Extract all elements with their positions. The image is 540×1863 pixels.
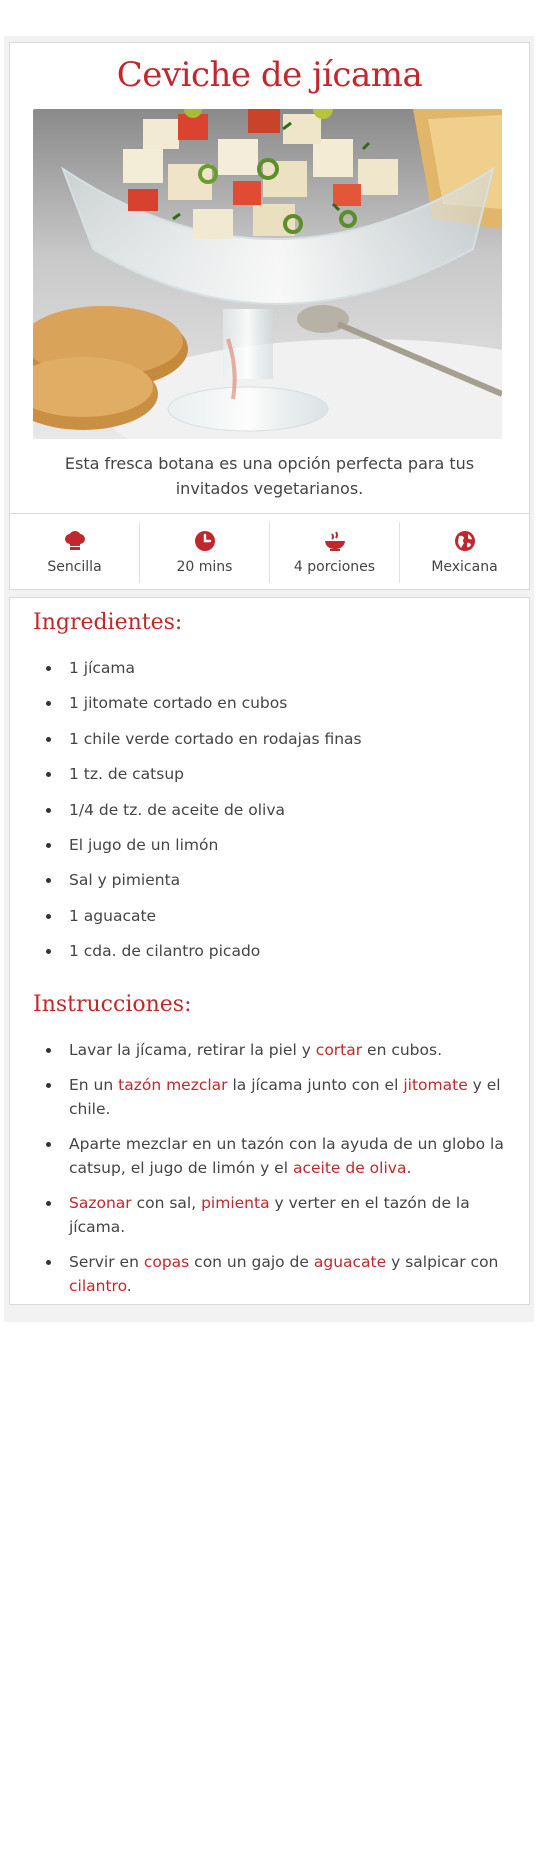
meta-difficulty-label: Sencilla — [47, 558, 102, 575]
recipe-header-card — [9, 42, 530, 590]
ingredient-item: 1/4 de tz. de aceite de oliva — [33, 798, 511, 833]
recipe-link[interactable]: Sazonar — [69, 1194, 132, 1212]
globe-icon — [455, 531, 475, 551]
recipe-link[interactable]: cortar — [315, 1041, 363, 1059]
recipe-photo — [33, 109, 502, 439]
recipe-link[interactable]: jitomate — [403, 1076, 468, 1094]
ingredient-item: 1 jícama — [33, 656, 511, 691]
instructions-list — [33, 1038, 511, 1309]
recipe-link[interactable]: aceite de oliva — [292, 1159, 407, 1177]
ingredient-item: 1 cda. de cilantro picado — [33, 939, 511, 974]
recipe-link[interactable]: cilantro — [69, 1277, 127, 1295]
meta-difficulty — [10, 514, 139, 591]
ingredient-item: 1 jitomate cortado en cubos — [33, 691, 511, 726]
instructions-title: Instrucciones: — [33, 992, 192, 1017]
recipe-link[interactable]: copas — [143, 1253, 190, 1271]
ingredient-item: 1 aguacate — [33, 904, 511, 939]
meta-servings-label: 4 porciones — [293, 558, 376, 575]
instruction-step: Lavar la jícama, retirar la piel y cortar en cubos. — [33, 1038, 511, 1062]
ingredient-item: 1 tz. de catsup — [33, 762, 511, 797]
meta-cuisine-label: Mexicana — [431, 558, 498, 575]
recipe-link[interactable]: pimienta — [201, 1194, 270, 1212]
bowl-icon — [324, 531, 346, 551]
recipe-meta-bar — [10, 513, 529, 591]
clock-icon — [195, 531, 215, 551]
recipe-title: Ceviche de jícama — [116, 55, 423, 95]
meta-servings — [269, 522, 399, 583]
instruction-step: Aparte mezclar en un tazón con la ayuda de un globo la catsup, el jugo de limón y el aceite de oliva. — [33, 1132, 511, 1180]
ingredient-item: 1 chile verde cortado en rodajas finas — [33, 727, 511, 762]
instruction-step: Servir en copas con un gajo de aguacate y salpicar con cilantro. — [33, 1250, 511, 1298]
ingredients-title: Ingredientes: — [33, 610, 183, 635]
recipe-intro: Esta fresca botana es una opción perfecta para tus invitados vegetarianos. — [64, 454, 475, 498]
recipe-link[interactable]: tazón mezclar — [118, 1076, 228, 1094]
ingredient-item: Sal y pimienta — [33, 868, 511, 903]
recipe-link[interactable]: aguacate — [313, 1253, 387, 1271]
meta-time — [139, 522, 269, 583]
meta-cuisine — [399, 522, 529, 583]
chef-hat-icon — [64, 531, 86, 551]
ingredients-list — [33, 656, 511, 975]
ingredient-item: El jugo de un limón — [33, 833, 511, 868]
meta-time-label: 20 mins — [176, 558, 233, 575]
recipe-content-card — [9, 597, 530, 1305]
instruction-step: En un tazón mezclar la jícama junto con el jitomate y el chile. — [33, 1073, 511, 1121]
instruction-step: Sazonar con sal, pimienta y verter en el tazón de la jícama. — [33, 1191, 511, 1239]
